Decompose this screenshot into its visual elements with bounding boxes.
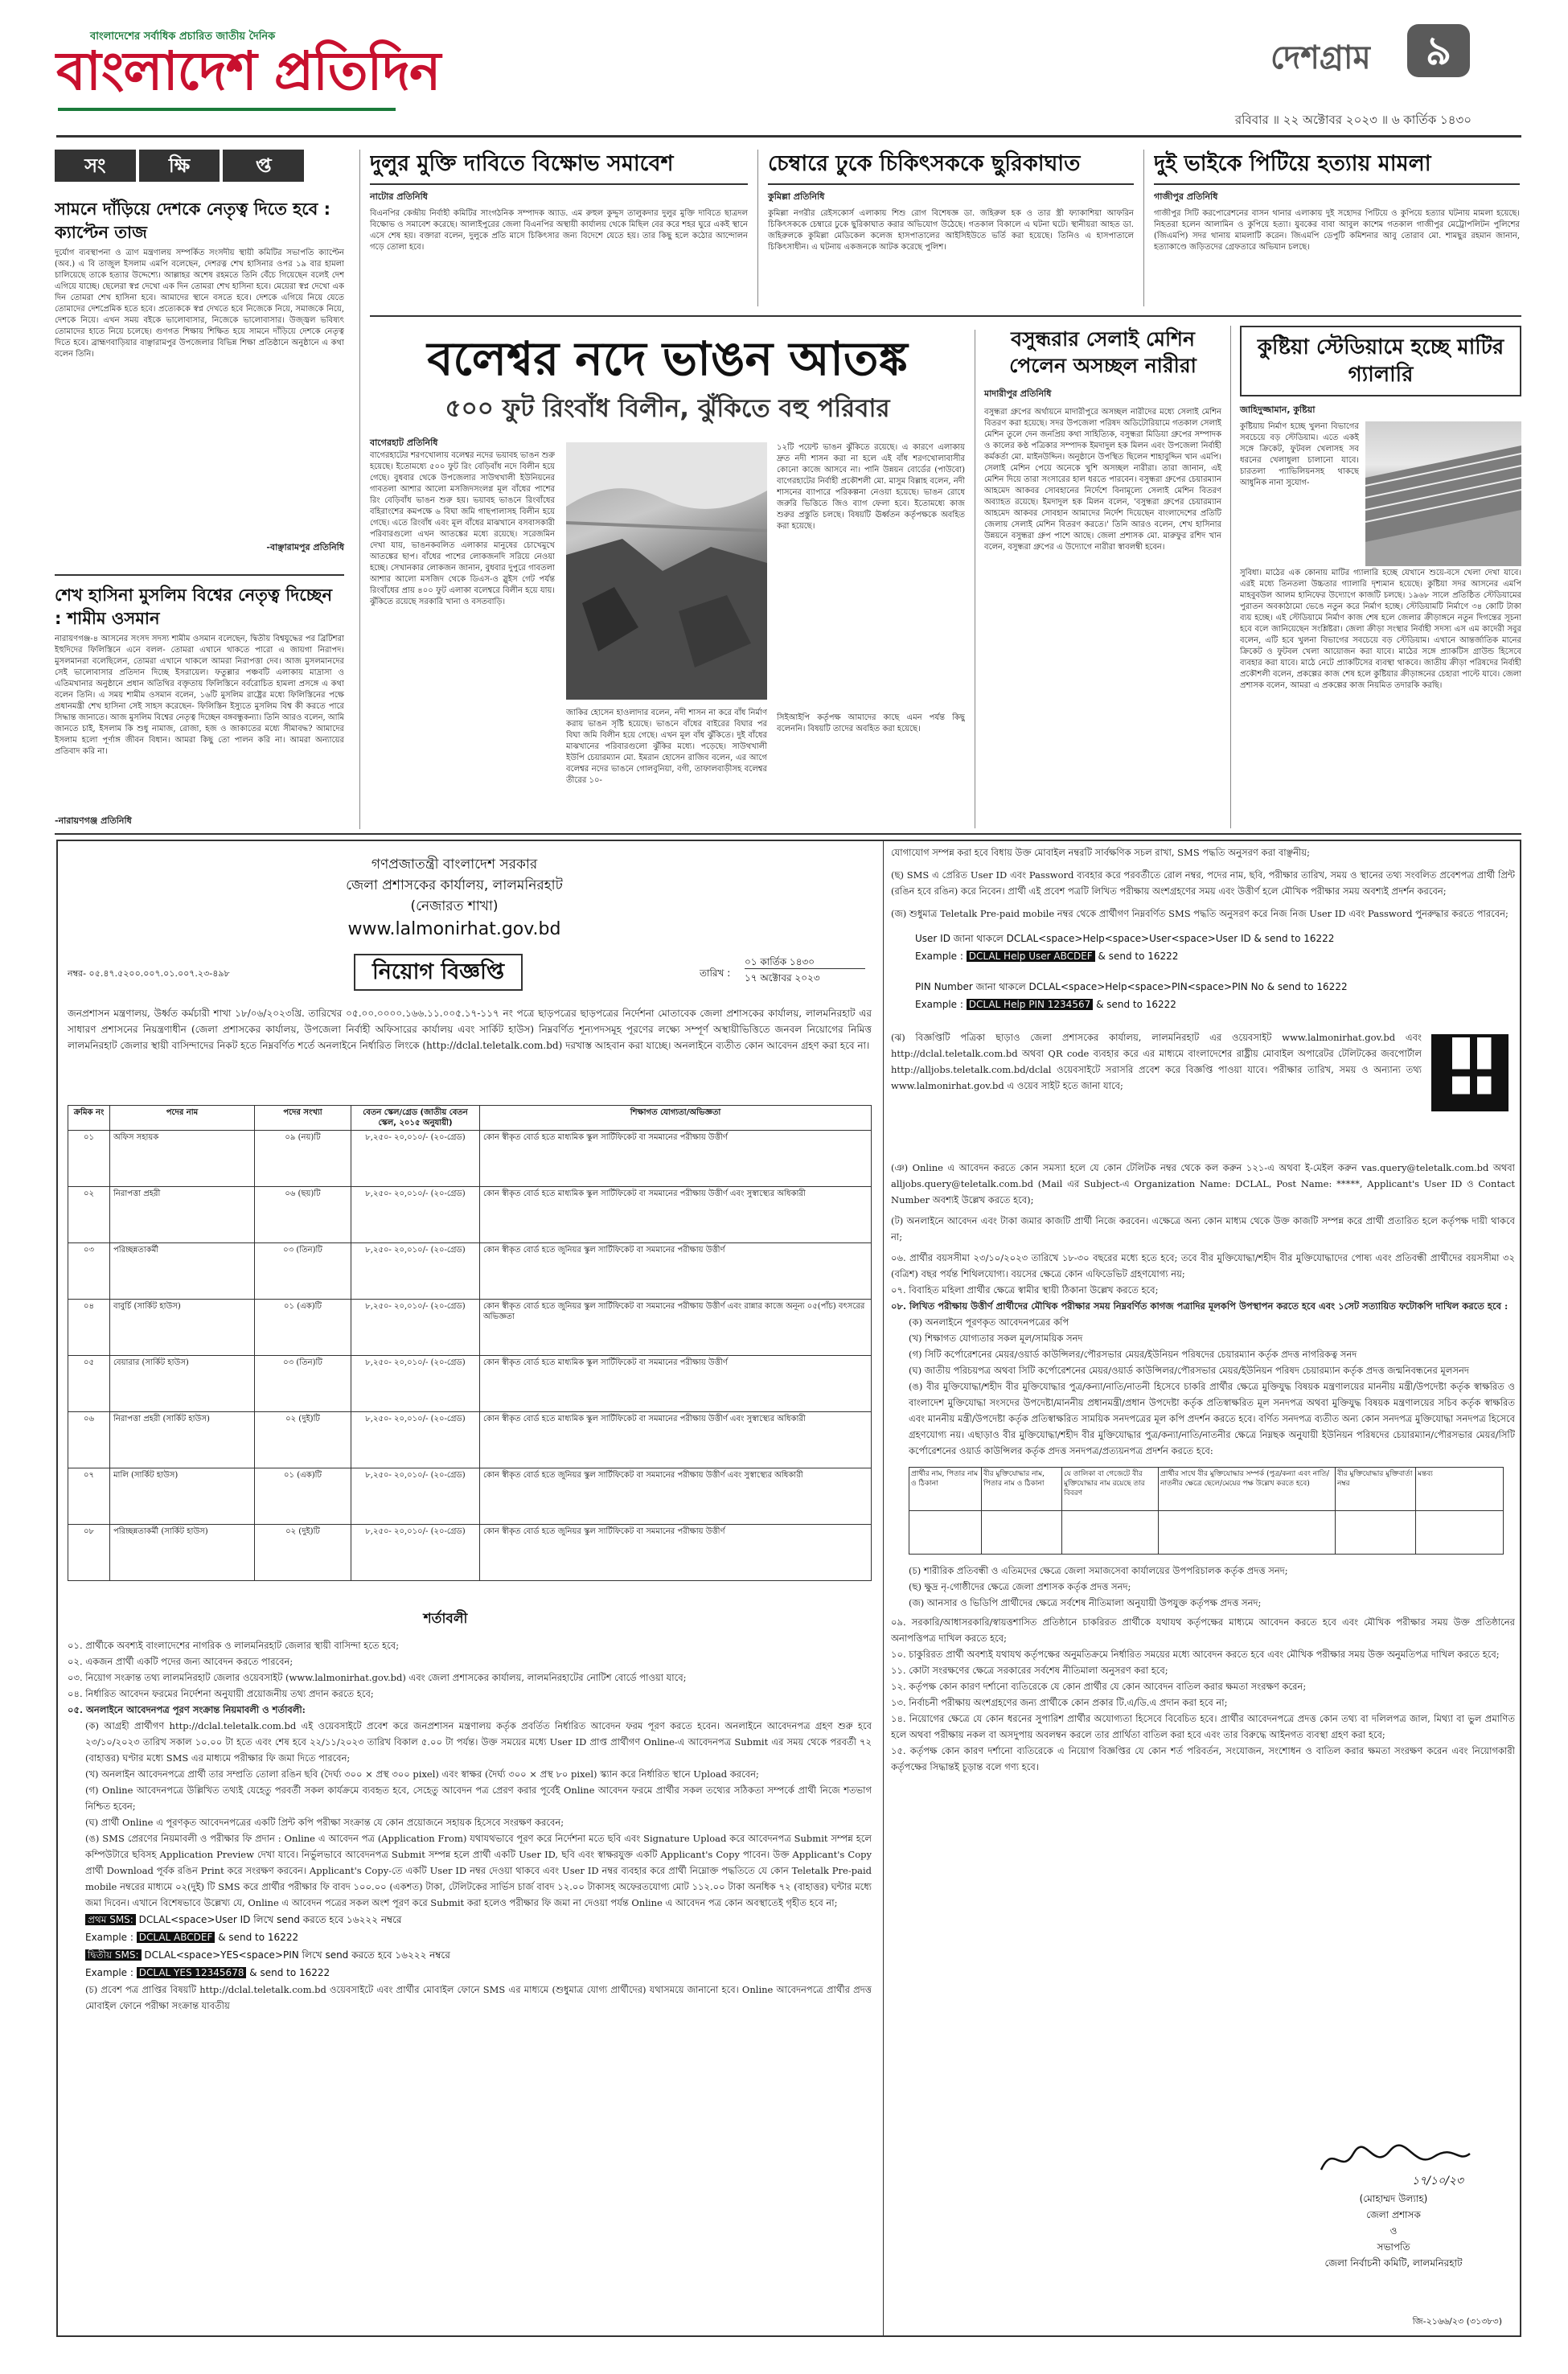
sms-2-example-code: DCLAL YES 12345678 xyxy=(137,1967,247,1978)
term-13: ১৩. নির্বাচনী পরীক্ষায় অংশগ্রহণের জন্য প্রার্থীকে কোন প্রকার টি.এ/ডি.এ প্রদান করা হবে না; xyxy=(891,1697,1228,1708)
vacancy-pay: ৮,২৫০- ২০,০১০/- (২০-গ্রেড) xyxy=(351,1356,480,1412)
vacancy-qualification: কোন স্বীকৃত বোর্ড হতে মাধ্যমিক স্কুল সার্টিফিকেট বা সমমানের পরীক্ষায় উত্তীর্ণ xyxy=(480,1356,872,1412)
masthead-divider xyxy=(56,135,1521,138)
sms-2-example-label: Example : xyxy=(85,1967,133,1978)
lead-byline: বাগেরহাট প্রতিনিধি xyxy=(370,437,438,448)
term-07: ০৭. বিবাহিত মহিলা প্রার্থীর ক্ষেত্রে স্বামীর স্থায়ী ঠিকানা উল্লেখ করতে হবে; xyxy=(891,1284,1159,1296)
story-dulu xyxy=(370,150,748,298)
vacancy-post: পরিচ্ছন্নতাকর্মী (সার্কিট হাউস) xyxy=(110,1525,255,1581)
ff-col-number: বীর মুক্তিযোদ্ধার মুক্তিবার্তা নম্বর xyxy=(1336,1468,1416,1511)
vacancy-pay: ৮,২৫০- ২০,০১০/- (২০-গ্রেড) xyxy=(351,1243,480,1300)
lead-col-1: বাগেরহাটের শরণখোলায় বলেশ্বর নদের ভয়াবহ ভাঙন শুরু হয়েছে। ইতোমধ্যে ৫০০ ফুট রিং বেড়িবাঁধ নদে বিলীন হয়ে গেছে। বুধবার থেকে উপজেলার সাউথখালী ইউনিয়নের গাবতলা আশার আলো মসজিদসংলগ্ন মূল বাঁধের পাশের রিং বেড়িবাঁধ ভাঙন শুরু হয়। ভয়াবহ ভাঙনে রিংবাঁধের বহিরাংশের কমপক্ষে ৬ বিঘা জমি গাছপালাসহ বিলীন হয়ে গেছে। এতে রিংবাঁধ এবং মূল বাঁধের মাঝখানে বসবাসকারী পরিবারগুলো এখন আতঙ্কের মধ্যে রয়েছে। সরেজমিন দেখা যায়, ভাঙনকবলিত এলাকার মানুষের চোখেমুখে আতঙ্কের ছাপ। বাঁধের পাশের লোকজনদি সরিয়ে নেওয়া হচ্ছে। সেখানকার লোকজন জানান, বুধবার দুপুরে গাবতলা আশার আলো মসজিদ থেকে ডিএস-ও স্লুইস গেট পর্যন্ত রিংবাঁধের প্রায় ৪০০ ফুট এলাকা বলেশ্বরে বিলীন হয়ে যায়। ঝুঁকিতে রয়েছে সরকারি খানা ও বসতবাড়ি। xyxy=(370,451,555,606)
issue-date: রবিবার ॥ ২২ অক্টোবর ২০২৩ ॥ ৬ কার্তিক ১৪৩০ xyxy=(1234,113,1472,127)
section-divider xyxy=(55,833,1521,835)
story-brothers-body: গাজীপুর সিটি করপোরেশনের বাসন থানার এলাকায় দুই সহোদর পিটিয়ে ও কুপিয়ে হত্যার ঘটনায় মামলা হয়েছে। নিহতরা হলেন আলামিন ও কুপিয়ে হত্যা। যুবকের বাবা আবুল কাশেম গতকাল গাজীপুর মেট্রোপলিটন পুলিশের (জিএমপি) সদর থানায় মামলাটি করেন। জিএমপি ডেপুটি কমিশনার আবু তোরাব মো. শামছুর রহমান জানান, হত্যাকাণ্ডে জড়িতদের গ্রেফতারে অভিযান চলছে। xyxy=(1154,209,1520,252)
vacancy-table xyxy=(68,1105,872,1581)
vacancy-qualification: কোন স্বীকৃত বোর্ড হতে মাধ্যমিক স্কুল সার্টিফিকেট বা সমমানের পরীক্ষায় উত্তীর্ণ এবং সুস্বাস্থ্যের অধিকারী xyxy=(480,1412,872,1468)
ff-col-remarks: মন্তব্য xyxy=(1416,1468,1504,1511)
vacancy-count: ০৩ (তিন)টি xyxy=(255,1356,351,1412)
notice-reference: জি-২১৬৬/২৩ (৩১৩৮৩) xyxy=(1412,2316,1502,2327)
vacancy-row xyxy=(68,1243,872,1300)
column-divider xyxy=(1230,326,1231,828)
brief-story-2 xyxy=(55,584,344,829)
term-05-jha: (ঝ) বিজ্ঞপ্তিটি পত্রিকা ছাড়াও জেলা প্রশাসকের কার্যালয়, লালমনিরহাট এর ওয়েবসাইট www.lalmonirhat.gov.bd এবং http://dclal.teletalk.com.bd অথবা QR code ব্যবহার করে এর মাধ্যমে বাংলাদেশের রাষ্ট্রীয় মোবাইল অপারেটর টেলিটকের জবপোর্টাল http://alljobs.teletalk.com.bd/dclal ওয়েবসাইটে সরাসরি প্রবেশ করে বিজ্ঞপ্তি পাওয়া যাবে। পরীক্ষার তারিখ, সময় ও অন্যান্য তথ্য www.lalmonirhat.gov.bd এ ওয়েব সাইট হতে জানা যাবে; xyxy=(891,1032,1422,1091)
vacancy-count: ০২ (দুই)টি xyxy=(255,1412,351,1468)
term-05-gha: (ঘ) প্রার্থী Online এ পূরণকৃত আবেদনপত্রের একটি প্রিন্ট কপি পরীক্ষা সংক্রান্ত যে কোন প্রয়োজনে সহায়ক হিসেবে সংরক্ষণ করবেন; xyxy=(85,1817,564,1828)
vacancy-post: পরিচ্ছন্নতাকর্মী xyxy=(110,1243,255,1300)
sms-1-example xyxy=(68,1928,872,1946)
brief-label-boxes xyxy=(55,150,304,182)
term-08-ka: (ক) অনলাইনে পূরণকৃত আবেদনপত্রের কপি xyxy=(909,1316,1069,1328)
vacancy-qualification: কোন স্বীকৃত বোর্ড হতে জুনিয়র স্কুল সার্টিফিকেট বা সমমানের পরীক্ষায় উত্তীর্ণ xyxy=(480,1525,872,1581)
sms-1-label: প্রথম SMS: xyxy=(85,1914,136,1925)
signature-date: ১৭/১০/২৩ xyxy=(1411,2175,1463,2187)
sewing-title: বসুন্ধরার সেলাই মেশিন পেলেন অসচ্ছল নারীরা xyxy=(1009,327,1197,377)
brief-label-box: ক্ষি xyxy=(139,150,220,182)
term-05: ০৫. অনলাইনে আবেদনপত্র পূরণ সংক্রান্ত নিয়মাবলী ও শর্তাবলী: xyxy=(68,1704,306,1715)
story-doctor xyxy=(768,150,1134,298)
recovery-user-id-example-label: Example : xyxy=(915,951,963,962)
col-count: পদের সংখ্যা xyxy=(255,1106,351,1131)
vacancy-post: নিরাপত্তা প্রহরী (সার্কিট হাউস) xyxy=(110,1412,255,1468)
vacancy-serial: ০৫ xyxy=(68,1356,110,1412)
recovery-user-id xyxy=(891,930,1515,965)
notice-memo-number: নম্বর- ০৫.৪৭.৫২০০.০০৭.০১.০০৭.২৩-৪৯৮ xyxy=(68,968,230,979)
lead-col-2: জাকির হোসেন হাওলাদার বলেন, নদী শাসন না করে বাঁধ নির্মাণ করায় ভাঙন সৃষ্টি হয়েছে। ভাঙনে বাঁধের বাইরের বিঘার পর বিঘা জমি বিলীন হয়ে গেছে। এখন মূল বাঁধ ঝুঁকিতে। দুই বাঁধের মাঝখানের পরিবারগুলো ঝুঁকির মধ্যে। পড়েছে। সাউথখালী ইউপি চেয়ারম্যান মো. ইমরান হোসেন রাজিব বলেন, এর আগে বলেশ্বর নদের ভাঙনে গোলবুনিয়া, বগী, তাফালবাড়ীসহ বলেশ্বর তীরের ১০- xyxy=(566,709,767,785)
vacancy-serial: ০৬ xyxy=(68,1412,110,1468)
recovery-user-id-send-to: & send to 16222 xyxy=(1098,951,1179,962)
kushtia-byline: জাহিদুজ্জামান, কুষ্টিয়া xyxy=(1240,405,1316,415)
sms-2-text: DCLAL<space>YES<space>PIN লিখে send করতে হবে ১৬২২২ নম্বরে xyxy=(144,1949,450,1961)
kushtia-story xyxy=(1240,326,1521,828)
notice-intro: জনপ্রশাসন মন্ত্রণালয়, উর্ধ্বত কর্মচারী শাখা ১৮/০৬/২০২৩খ্রি. তারিখের ০৫.০০.০০০০.১৬৬.১১.০০৫.১৭-১১৭ নং পত্রে ছাড়পত্রের ছাড়পত্রের নির্দেশনা মোতাবেক জেলা প্রশাসকের কার্যালয়, লালমনিরহাট এর সাধারণ প্রশাসনের নিয়ন্ত্রণাধীন (জেলা প্রশাসকের কার্যালয়, উপজেলা নির্বাহী অফিসারের কার্যালয় এবং সার্কিট হাউস) নিম্নবর্ণিত শূন্যপদসমূহ পূরণের লক্ষ্যে সম্পূর্ণ অস্থায়ীভিত্তিতে জনবল নিয়োগের নিমিত্ত লালমনিরহাট জেলার স্থায়ী বাসিন্দাদের নিকট হতে নিম্নবর্ণিত শর্তে অনলাইনে নির্ধারিত লিংকে (http://dclal.teletalk.com.bd) দরখাস্ত আহবান করা যাচ্ছে। অনলাইনে ব্যতীত কোন আবেদন গ্রহণ করা হবে না। xyxy=(68,1008,872,1051)
kushtia-title-box xyxy=(1240,326,1521,396)
masthead xyxy=(0,0,1568,141)
term-05-chha: (ছ) SMS এ প্রেরিত User ID এবং Password ব্যবহার করে পরবর্তীতে রোল নম্বর, পদের নাম, ছবি, পরীক্ষার তারিখ, সময় ও স্থানের তথ্য সংবলিত প্রবেশপত্র প্রার্থী প্রিন্ট (রঙিন হবে রঙিন) করে নিবেন। প্রার্থী এই প্রবেশ পত্রটি লিখিত পরীক্ষায় অংশগ্রহণের সময় এবং উত্তীর্ণ হলে মৌখিক পরীক্ষার সময় অবশ্যই প্রদর্শন করবেন; xyxy=(891,869,1515,897)
vacancy-serial: ০৪ xyxy=(68,1300,110,1356)
vacancy-post: অফিস সহায়ক xyxy=(110,1131,255,1187)
stadium-photo xyxy=(1365,421,1521,566)
term-10: ১০. চাকুরিরত প্রার্থী অবশ্যই যথাযথ কর্তৃপক্ষের অনুমতিক্রমে নির্ধারিত সময়ের মধ্যে আবেদন করতে হবে এবং মৌখিক পরীক্ষার সময় উক্ত অনুমতিপত্র দাখিল করতে হবে; xyxy=(891,1649,1500,1660)
term-08-chha: (ছ) ক্ষুদ্র নৃ-গোষ্ঠীদের ক্ষেত্রে জেলা প্রশাসক কর্তৃক প্রদত্ত সনদ; xyxy=(909,1581,1131,1592)
col-pay: বেতন স্কেল/গ্রেড (জাতীয় বেতন স্কেল, ২০১৫ অনুযায়ী) xyxy=(351,1106,480,1131)
freedom-fighter-table xyxy=(909,1467,1504,1555)
story-dulu-body: বিএনপির কেন্দ্রীয় নির্বাহী কমিটির সাংগঠনিক সম্পাদক অ্যাড. এম রুহুল কুদ্দুস তালুকদার দুলুর মুক্তি দাবিতে ছাত্রদল বিক্ষোভ ও সমাবেশ করেছে। আলাইপুরের জেলা বিএনপির অস্থায়ী কার্যালয় থেকে মিছিল বের করে শহর ঘুরে একই স্থানে এসে শেষ হয়। বক্তারা বলেন, দুলুকে প্রতি মাসে চিকিৎসার জন্য বিদেশে যেতে হয়। তার কিছু হলে কঠোর আন্দোলন গড়ে তোলা হবে। xyxy=(370,209,748,252)
recovery-user-id-example xyxy=(915,947,1515,965)
vacancy-row xyxy=(68,1300,872,1356)
vacancy-post: নিরাপত্তা প্রহরী xyxy=(110,1187,255,1243)
brief-1-credit: -বাঞ্ছারামপুর প্রতিনিধি xyxy=(266,542,344,552)
term-05-cha: (চ) প্রবেশ পত্র প্রাপ্তির বিষয়টি http://dclal.teletalk.com.bd ওয়েবসাইটে এবং প্রার্থীর মোবাইল ফোনে SMS এর মাধ্যমে (শুধুমাত্র যোগ্য প্রার্থীদের) যথাসময়ে জানানো হবে। Online আবেদনপত্রে প্রার্থীর প্রদত্ত মোবাইল ফোনে পরীক্ষা সংক্রান্ত যাবতীয় xyxy=(85,1984,872,2011)
term-09: ০৯. সরকারি/আধাসরকারি/স্বায়ত্তশাসিত প্রতিষ্ঠানে চাকরিরত প্রার্থীকে যথাযথ কর্তৃপক্ষের মাধ্যমে আবেদন করতে হবে এবং মৌখিক পরীক্ষার সময় উক্ত প্রতিষ্ঠানের অনাপত্তিপত্র দাখিল করতে হবে; xyxy=(891,1616,1515,1644)
vacancy-serial: ০৮ xyxy=(68,1525,110,1581)
vacancy-qualification: কোন স্বীকৃত বোর্ড হতে জুনিয়র স্কুল সার্টিফিকেট বা সমমানের পরীক্ষায় উত্তীর্ণ xyxy=(480,1243,872,1300)
vacancy-serial: ০৭ xyxy=(68,1468,110,1525)
sewing-byline: মাদারীপুর প্রতিনিধি xyxy=(984,388,1052,399)
sms-2-label: দ্বিতীয় SMS: xyxy=(85,1949,142,1961)
vacancy-pay: ৮,২৫০- ২০,০১০/- (২০-গ্রেড) xyxy=(351,1187,480,1243)
page-number-badge xyxy=(1407,24,1470,77)
vacancy-count: ০৬ (ছয়)টি xyxy=(255,1187,351,1243)
term-11: ১১. কোটা সংরক্ষণের ক্ষেত্রে সরকারের সর্বশেষ নীতিমালা অনুসরণ করা হবে; xyxy=(891,1665,1168,1676)
section-name: দেশগ্রাম xyxy=(1270,39,1371,76)
story-dulu-byline: নাটোর প্রতিনিধি xyxy=(370,191,428,202)
notice-title: নিয়োগ বিজ্ঞপ্তি xyxy=(371,959,505,984)
vacancy-post: বেয়ারার (সার্কিট হাউস) xyxy=(110,1356,255,1412)
vacancy-pay: ৮,২৫০- ২০,০১০/- (২০-গ্রেড) xyxy=(351,1300,480,1356)
notice-date-rule xyxy=(745,968,865,969)
column-divider xyxy=(757,150,758,306)
vacancy-count: ০১ (এক)টি xyxy=(255,1300,351,1356)
masthead-tagline: বাংলাদেশের সর্বাধিক প্রচারিত জাতীয় দৈনিক xyxy=(90,31,276,43)
notice-right xyxy=(891,844,1515,2332)
brief-divider xyxy=(55,574,344,576)
term-08-kha: (খ) শিক্ষাগত যোগ্যতার সকল মূল/সাময়িক সনদ xyxy=(909,1333,1083,1344)
sewing-story xyxy=(984,326,1221,828)
term-15: ১৫. কর্তৃপক্ষ কোন কারণ দর্শানো ব্যতিরেকে এ নিয়োগ বিজ্ঞপ্তির যে কোন শর্ত পরিবর্তন, সংযোজন, সংশোধন ও বাতিল করার ক্ষমতা সংরক্ষণ করেন এবং নিয়োগকারী কর্তৃপক্ষের সিদ্ধান্তই চূড়ান্ত বলে গণ্য হবে। xyxy=(891,1745,1515,1772)
brief-1-title: সামনে দাঁড়িয়ে দেশকে নেতৃত্ব দিতে হবে : ক্যাপ্টেন তাজ xyxy=(55,199,331,242)
lead-caption: সিইআইপি কর্তৃপক্ষ আমাদের কাছে এমন পর্যন্ত কিছু বলেননি। বিষয়টি তাদের অবহিত করা হয়েছে। xyxy=(777,713,965,733)
notice-date-bangla: ০১ কার্তিক ১৪৩০ xyxy=(745,956,815,967)
recovery-pin-code: DCLAL Help PIN 1234567 xyxy=(967,999,1093,1010)
term-03: ০৩. নিয়োগ সংক্রান্ত তথ্য লালমনিরহাট জেলার ওয়েবসাইট (www.lalmonirhat.gov.bd) এবং জেলা প্রশাসকের কার্যালয়, লালমনিরহাটের নোটিশ বোর্ডে পাওয়া যাবে; xyxy=(68,1672,687,1683)
vacancy-row xyxy=(68,1525,872,1581)
vacancy-qualification: কোন স্বীকৃত বোর্ড হতে মাধ্যমিক স্কুল সার্টিফিকেট বা সমমানের পরীক্ষায় উত্তীর্ণ এবং সুস্বাস্থ্যের অধিকারী xyxy=(480,1187,872,1243)
term-05-ka: (ক) আগ্রহী প্রার্থীগণ http://dclal.teletalk.com.bd এই ওয়েবসাইটে প্রবেশ করে জনপ্রশাসন মন্ত্রণালয় কর্তৃক প্রবর্তিত নির্ধারিত আবেদন ফরম পূরণ করতে হবেন। অনলাইনে আবেদনপত্র গ্রহণ শুরু হবে ২৩/১০/২০২৩ তারিখ সকাল ১০.০০ টা হতে এবং শেষ হবে ২২/১১/২০২৩ তারিখ বিকাল ৫.০০ টা পর্যন্ত। উক্ত সময়ের মধ্যে User ID প্রাপ্ত প্রার্থীগণ Online-এ আবেদনপত্র Submit এর সময় থেকে পরবর্তী ৭২ (বাহাত্তর) ঘণ্টার মধ্যে SMS এর মাধ্যমে পরীক্ষার ফি জমা দিতে পারবেন; xyxy=(85,1720,872,1764)
vacancy-pay: ৮,২৫০- ২০,০১০/- (২০-গ্রেড) xyxy=(351,1525,480,1581)
freedom-fighter-table-row xyxy=(909,1511,1504,1555)
term-14: ১৪. নিয়োগের ক্ষেত্রে যে কোন ধরনের সুপারিশ প্রার্থীর অযোগ্যতা হিসেবে বিবেচিত হবে। প্রার্থীর আবেদনপত্রে প্রদত্ত কোন তথ্য বা দলিলপত্র জাল, মিথ্যা বা ভুল প্রমাণিত হলে অথবা পরীক্ষায় নকল বা অসদুপায় অবলম্বন করলে তার প্রার্থিতা বাতিল করা হবে এবং তার বিরুদ্ধে আইনগত ব্যবস্থা গ্রহণ করা হবে; xyxy=(891,1713,1515,1740)
ff-col-candidate: প্রার্থীর নাম, পিতার নাম ও ঠিকানা xyxy=(909,1468,982,1511)
sms-2-send-to: & send to 16222 xyxy=(249,1967,330,1978)
sms-2-example xyxy=(68,1964,872,1982)
signatory-and: ও xyxy=(1389,2225,1398,2236)
brief-label-box: সং xyxy=(55,150,136,182)
notice-website: www.lalmonirhat.gov.bd xyxy=(347,919,561,939)
terms-section xyxy=(68,1608,872,2014)
brief-label-box: প্ত xyxy=(223,150,304,182)
notice-office: জেলা প্রশাসকের কার্যালয়, লালমনিরহাট xyxy=(346,877,563,893)
story-doctor-body: কুমিল্লা নগরীর রেইসকোর্স এলাকায় শিশু রোগ বিশেষজ্ঞ ডা. জহিরুল হক ও তার স্ত্রী ফ্যাকাশিয়া আফরিন চিকিৎসককে চেম্বারে ঢুকে ছুরিকাঘাত করার অভিযোগ উঠেছে। গতকাল বিকালে এ ঘটনা ঘটে। স্থানীয়রা আহত ডা. জহিরুলকে কুমিল্লা মেডিকেল কলেজ হাসপাতালের আইসিইউতে ভর্তি করা হয়েছে। তিনিও এ হাসপাতালে চিকিৎসাধীন। এ ঘটনায় একজনকে আটক করেছে পুলিশ। xyxy=(768,209,1134,252)
signatory-committee: জেলা নির্বাচনী কমিটি, লালমনিরহাট xyxy=(1324,2257,1463,2269)
vacancy-row xyxy=(68,1187,872,1243)
lead-title: বলেশ্বর নদে ভাঙন আতঙ্ক xyxy=(427,331,908,386)
newspaper-logo: বাংলাদেশ প্রতিদিন xyxy=(56,40,441,102)
vacancy-pay: ৮,২৫০- ২০,০১০/- (২০-গ্রেড) xyxy=(351,1412,480,1468)
vacancy-row xyxy=(68,1131,872,1187)
term-05-umo: (ঙ) SMS প্রেরণের নিয়মাবলী ও পরীক্ষার ফি প্রদান : Online এ আবেদন পত্র (Application From) যথাযথভাবে পূরণ করে নির্দেশনা মতে ছবি এবং Signature Upload করে আবেদনপত্র Submit সম্পন্ন হলে কম্পিউটারে ছবিসহ Application Preview দেখা যাবে। নির্ভুলভাবে আবেদনপত্র Submit সম্পন্ন হলে প্রার্থী একটি User ID, ছবি এবং স্বাক্ষরযুক্ত একটি Applicant's Copy পাবেন। উক্ত Applicant's Copy প্রার্থী Download পূর্বক রঙিন Print করে সংরক্ষণ করবেন। Applicant's Copy-তে একটি User ID নম্বর দেওয়া থাকবে এবং User ID নম্বর ব্যবহার করে প্রার্থী নিম্নোক্ত পদ্ধতিতে যে কোন Teletalk Pre-paid mobile নম্বরের মাধ্যমে ০২(দুই) টি SMS করে প্রার্থীর পরীক্ষার ফি বাবদ ১০০.০০ (একশত) টাকা, টেলিটকের সার্ভিস চার্জ বাবদ ১২.০০ টাকাসহ অফেরতযোগ্য মোট ১১২.০০ টাকা অনধিক ৭২ (বাহাত্তর) ঘন্টার মধ্যে জমা দিবেন। এখানে বিশেষভাবে উল্লেখ্য যে, Online এ আবেদন পত্রের সকল অংশ পূরণ করে Submit করা হলেও পরীক্ষার ফি জমা না দেওয়া পর্যন্ত Online এ আবেদন পত্র কোন অবস্থাতেই গৃহীত হবে না; xyxy=(85,1833,872,1908)
brief-column xyxy=(55,150,344,829)
vacancy-post: বাবুর্চি (সার্কিট হাউস) xyxy=(110,1300,255,1356)
notice-left xyxy=(64,846,876,2334)
signatory-name: (মোহাম্মদ উল্যাহ) xyxy=(1359,2193,1428,2204)
term-12: ১২. কর্তৃপক্ষ কোন কারণ দর্শানো ব্যতিরেকে যে কোন প্রার্থীর যে কোন আবেদন বাতিল করার ক্ষমতা সংরক্ষণ করেন; xyxy=(891,1681,1307,1692)
vacancy-serial: ০১ xyxy=(68,1131,110,1187)
col-qualification: শিক্ষাগত যোগ্যতা/অভিজ্ঞতা xyxy=(480,1106,872,1131)
term-08-umo: (ঙ) বীর মুক্তিযোদ্ধা/শহীদ বীর মুক্তিযোদ্ধার পুত্র/কন্যা/নাতি/নাতনী হিসেবে চাকরি প্রার্থীর ক্ষেত্রে মুক্তিযুদ্ধ বিষয়ক মন্ত্রণালয়ের মাননীয় মন্ত্রী/উপদেষ্টা কর্তৃক স্বাক্ষরিত ও বাংলাদেশ মুক্তিযোদ্ধা সংসদের উপদেষ্টা/মাননীয় প্রধানমন্ত্রী/প্রধান উপদেষ্টা কর্তৃক প্রতিস্বাক্ষরিত মূল সনদপত্র অথবা মুক্তিযুদ্ধ বিষয়ক মন্ত্রণালয়ের সচিব কর্তৃক স্বাক্ষরিত এবং মাননীয় মন্ত্রী/উপদেষ্টা কর্তৃক প্রতিস্বাক্ষরিত সাময়িক সনদপত্রের মূল কপি প্রদর্শন করতে হবে। বর্ণিত সনদপত্র ব্যতীত অন্য কোন সনদপত্র মুক্তিযোদ্ধা সনদপত্র হিসেবে গ্রহণযোগ্য নয়। এছাড়াও বীর মুক্তিযোদ্ধা/শহীদ বীর মুক্তিযোদ্ধার পুত্র/কন্যা/নাতি/নাতনীর ক্ষেত্রে নিম্নছক অনুযায়ী ইউনিয়ন পরিষদের চেয়ারম্যান/পৌরসভার মেয়র/সিটি কর্পোরেশনের ওয়ার্ড কাউন্সিলর কর্তৃক প্রদত্ত সনদপত্র/প্রত্যয়নপত্র প্রদর্শন করতে হবে: xyxy=(909,1381,1515,1456)
col-post: পদের নাম xyxy=(110,1106,255,1131)
vacancy-row xyxy=(68,1468,872,1525)
recovery-pin-text: PIN Number জানা থাকলে DCLAL<space>Help<space>PIN<space>PIN No & send to 16222 xyxy=(915,981,1348,992)
sms-1-text: DCLAL<space>User ID লিখে send করতে হবে ১৬২২২ নম্বরে xyxy=(138,1914,402,1925)
freedom-fighter-table-header xyxy=(909,1468,1504,1511)
vacancy-count: ০২ (দুই)টি xyxy=(255,1525,351,1581)
vacancy-qualification: কোন স্বীকৃত বোর্ড হতে জুনিয়র স্কুল সার্টিফিকেট বা সমমানের পরীক্ষায় উত্তীর্ণ এবং রান্নার কাজে অনূন্য ০৫(পাঁচ) বৎসরের অভিজ্ঞতা xyxy=(480,1300,872,1356)
notice-date-label: তারিখ : xyxy=(700,967,731,979)
notice-column-divider xyxy=(883,841,884,2335)
kushtia-body: সুবিধা। মাঠের এক কোনায় মাটির গ্যালারি হচ্ছে যেখানে শুয়ে-বসে খেলা দেখা যাবে। এরই মধ্যে তিনতলা উচ্চতার গ্যালারি দৃশ্যমান হয়েছে। কুষ্টিয়া সদর আসনের এমপি মাহবুবউল আলম হানিফের উদ্যোগে কাজটি চলছে। ১৯৬৮ সালে প্রতিষ্ঠিত স্টেডিয়ামের পুরাতন অবকাঠামো ভেঙে নতুন করে নির্মাণ হচ্ছে। স্টেডিয়ামটি নির্মাণে ৩৪ কোটি টাকা ব্যয় হচ্ছে। এই স্টেডিয়ামে নির্মাণ কাজ শেষ হলে জেলার ক্রীড়াঙ্গনে নতুন দিগন্তের সূচনা হবে বলে জানিয়েছেন সংশ্লিষ্টরা। জেলা ক্রীড়া সংস্থার নির্বাহী সদস্য এস এম কাদেরী সবুর বলেন, এটি হবে খুলনা বিভাগের সবচেয়ে বড় স্টেডিয়াম। এখানে আন্তর্জাতিক মানের ক্রিকেট ও ফুটবল খেলা আয়োজন করা যাবে। মাঠের সঙ্গে প্র্যাকটিস গ্রাউন্ড হিসেবে ব্যবহার করা যাবে। মাঠে নেটে প্র্যাকটিসের ব্যবস্থা থাকবে। জাতীয় ক্রীড়া পরিষদের নির্বাহী প্রকৌশলী বলেন, প্রকল্পের কাজ শেষ হলে কুষ্টিয়ার ক্রীড়াঙ্গনের চেহারা পাল্টে যাবে। জেলা প্রশাসক বলেন, আমরা এ প্রকল্পের কাজ নিয়মিত তদারকি করছি। xyxy=(1240,569,1521,690)
sms-1-example-code: DCLAL ABCDEF xyxy=(137,1932,215,1943)
lead-col-3: ১২টি পয়েন্ট ভাঙন ঝুঁকিতে রয়েছে। এ কারণে এলাকায় দ্রুত নদী শাসন করা না হলে এই বাঁধ শরণখোলাবাসীর কোনো কাজে আসবে না। পানি উন্নয়ন বোর্ডের (পাউবো) বাগেরহাটের নির্বাহী প্রকৌশলী মো. মাসুম বিল্লাহ বলেন, নদী শাসনের ব্যাপারে পরিকল্পনা নেওয়া হয়েছে। ভাঙন রোধে জরুরি ভিত্তিতে জিও ব্যাগ ফেলা হবে। ইতোমধ্যে কাজ শুরুর প্রস্তুতি চলছে। বিষয়টি ঊর্ধ্বতন কর্তৃপক্ষকে অবহিত করা হয়েছে। xyxy=(777,443,965,531)
vacancy-pay: ৮,২৫০- ২০,০১০/- (২০-গ্রেড) xyxy=(351,1468,480,1525)
recovery-pin-example-label: Example : xyxy=(915,999,963,1010)
kushtia-title: কুষ্টিয়া স্টেডিয়ামে হচ্ছে মাটির গ্যালারি xyxy=(1257,335,1504,387)
recovery-pin-example xyxy=(915,996,1515,1013)
ff-col-relation: প্রার্থীর সাথে বীর মুক্তিযোদ্ধার সম্পর্ক (পুত্র/কন্যা এবং নাতি/নাতনীর ক্ষেত্রে ছেলে/মেয়ের পক্ষ উল্লেখ করতে হবে) xyxy=(1159,1468,1336,1511)
logo-underline xyxy=(58,108,396,111)
term-01: ০১. প্রার্থীকে অবশ্যই বাংলাদেশের নাগরিক ও লালমনিরহাট জেলার স্থায়ী বাসিন্দা হতে হবে; xyxy=(68,1640,400,1651)
vacancy-qualification: কোন স্বীকৃত বোর্ড হতে জুনিয়র স্কুল সার্টিফিকেট বা সমমানের পরীক্ষায় উত্তীর্ণ এবং সুস্বাস্থ্যের অধিকারী xyxy=(480,1468,872,1525)
notice-title-box xyxy=(354,954,523,991)
story-brothers-byline: গাজীপুর প্রতিনিধি xyxy=(1154,191,1218,202)
qr-code-icon xyxy=(1431,1034,1508,1111)
vacancy-count: ০৩ (তিন)টি xyxy=(255,1243,351,1300)
story-brothers-title: দুই ভাইকে পিটিয়ে হত্যায় মামলা xyxy=(1154,151,1431,176)
kushtia-body-left: কুষ্টিয়ায় নির্মাণ হচ্ছে খুলনা বিভাগের সবচেয়ে বড় স্টেডিয়াম। এতে একই সঙ্গে ক্রিকেট, ফুটবল খেলাসহ সব ধরনের খেলাধুলা চালানো যাবে। চারতলা প্যাভিলিয়নসহ থাকছে আধুনিক নানা সুযোগ- xyxy=(1240,422,1359,487)
term-08-cha: (চ) শারীরিক প্রতিবন্ধী ও এতিমদের ক্ষেত্রে জেলা সমাজসেবা কার্যালয়ের উপপরিচালক কর্তৃক প্রদত্ত সনদ; xyxy=(909,1565,1288,1576)
story-doctor-byline: কুমিল্লা প্রতিনিধি xyxy=(768,191,825,202)
vacancy-table-header xyxy=(68,1106,872,1131)
vacancy-serial: ০২ xyxy=(68,1187,110,1243)
recovery-user-id-code: DCLAL Help User ABCDEF xyxy=(967,951,1095,962)
term-05-ga: (গ) Online আবেদনপত্রে উল্লিখিত তথ্যই যেহেতু পরবর্তী সকল কার্যক্রমে ব্যবহৃত হবে, সেহেতু আবেদন পত্র প্রেরণ করার পূর্বেই Online আবেদন ফরমে প্রার্থীর সকল তথ্যের সঠিকতা সম্পর্কে প্রার্থী নিজে শতভাগ নিশ্চিত হবেন; xyxy=(85,1785,872,1812)
vacancy-pay: ৮,২৫০- ২০,০১০/- (২০-গ্রেড) xyxy=(351,1131,480,1187)
terms-title: শর্তাবলী xyxy=(423,1611,468,1627)
term-08-gha: (ঘ) জাতীয় পরিচয়পত্র অথবা সিটি কর্পোরেশনের মেয়র/ওয়ার্ড কাউন্সিলর/পৌরসভার মেয়র/ইউনিয়ন পরিষদ চেয়ারম্যান কর্তৃক প্রদত্ত জন্মনিবন্ধনের মূলসনদ xyxy=(909,1365,1469,1376)
term-04: ০৪. নির্ধারিত আবেদন ফরমের নির্দেশনা অনুযায়ী প্রয়োজনীয় তথ্য প্রদান করতে হবে; xyxy=(68,1688,374,1699)
term-06: ০৬. প্রার্থীর বয়সসীমা ২৩/১০/২০২৩ তারিখে ১৮-৩০ বছরের মধ্যে হতে হবে; তবে বীর মুক্তিযোদ্ধা/শহীদ বীর মুক্তিযোদ্ধাদের পোষ্য এবং প্রতিবন্ধী প্রার্থীদের বয়সসীমা ৩২ (বত্রিশ) বছর পর্যন্ত শিথিলযোগ্য। বয়সের ক্ষেত্রে কোন এফিডেভিট গ্রহণযোগ্য নয়; xyxy=(891,1252,1515,1279)
term-08: ০৮. লিখিত পরীক্ষায় উত্তীর্ণ প্রার্থীদের মৌখিক পরীক্ষার সময় নিম্নবর্ণিত কাগজ পত্রাদির মূলকপি উপস্থাপন করতে হবে এবং ১সেট সত্যায়িত ফটোকপি দাখিল করতে হবে : xyxy=(891,1300,1508,1312)
term-05-ja: (জ) শুধুমাত্র Teletalk Pre-paid mobile নম্বর থেকে প্রার্থীগণ নিম্নবর্ণিত SMS পদ্ধতি অনুসরণ করে নিজ নিজ User ID এবং Password পুনরুদ্ধার করতে পারবেন; xyxy=(891,908,1508,919)
lead-subtitle: ৫০০ ফুট রিংবাঁধ বিলীন, ঝুঁকিতে বহু পরিবার xyxy=(445,394,890,423)
notice-branch: (নেজারত শাখা) xyxy=(410,898,499,914)
vacancy-row xyxy=(68,1356,872,1412)
story-doctor-title: চেম্বারে ঢুকে চিকিৎসককে ছুরিকাঘাত xyxy=(768,151,1081,176)
brief-story-1 xyxy=(55,198,344,556)
stadium-photo-graphic xyxy=(1365,421,1521,566)
brief-2-title: শেখ হাসিনা মুসলিম বিশ্বের নেতৃত্ব দিচ্ছেন : শামীম ওসমান xyxy=(55,585,333,628)
sewing-body: বসুন্ধরা গ্রুপের অর্থায়নে মাদারীপুরে অসচ্ছল নারীদের মধ্যে সেলাই মেশিন বিতরণ করা হয়েছে। সদর উপজেলা পরিষদ অডিটোরিয়ামে গতকাল সেলাই মেশিন তুলে দেন জনপ্রিয় কথা সাহিত্যিক, বসুন্ধরা মিডিয়া গ্রুপের সম্পাদক ও কালের কণ্ঠ পত্রিকার সম্পাদক ইমদাদুল হক মিলন এবং উপজেলা নির্বাহী কর্মকর্তা মো. মাইনউদ্দিন। অনুষ্ঠানে উপস্থিত ছিলেন শাহাবুদ্দিন খান এমপি। সেলাই মেশিন পেয়ে অনেকে খুশি অসচ্ছল নারীরা। তারা জানান, এই মেশিন দিয়ে তারা সংসারের হাল ধরতে পারবেন। বসুন্ধরা গ্রুপের চেয়ারম্যান আহমেদ আকবর সোবহানের নির্দেশে বিনামূল্যে সেলাই মেশিন বিতরণ অব্যাহত রয়েছে। ইমদাদুল হক মিলন বলেন, 'বসুন্ধরা গ্রুপের চেয়ারম্যান আহমেদ আকবর সোবহান আমাদের নির্দেশ দিয়েছেন বাংলাদেশের প্রতিটি জেলায় সেলাই মেশিন বিতরণ করতে।' তিনি আরও বলেন, শেখ হাসিনার উন্নয়নে বসুন্ধরা গ্রুপ পাশে আছে। জেলা প্রশাসক মো. মারুফুর রশিদ খান বলেন, বসুন্ধরা গ্রুপের এ উদ্যোগে নারীরা স্বাবলম্বী হবেন। xyxy=(984,408,1221,552)
sms-1-send-to: & send to 16222 xyxy=(218,1932,299,1943)
sms-2 xyxy=(68,1946,872,1964)
column-divider xyxy=(1143,150,1144,306)
lead-story xyxy=(370,330,965,828)
sms-1 xyxy=(68,1911,872,1928)
vacancy-count: ০৯ (নয়)টি xyxy=(255,1131,351,1187)
notice-date-english: ১৭ অক্টোবর ২০২৩ xyxy=(745,972,820,984)
term-02: ০২. একজন প্রার্থী একটি পদের জন্য আবেদন করতে পারবেন; xyxy=(68,1656,293,1667)
brief-2-credit: -নারায়ণগঞ্জ প্রতিনিধি xyxy=(55,815,132,826)
signatory-role: সভাপতি xyxy=(1377,2241,1410,2253)
vacancy-serial: ০৩ xyxy=(68,1243,110,1300)
page-number: ৯ xyxy=(1425,27,1452,74)
term-08-ga: (গ) সিটি কর্পোরেশনের মেয়র/ওয়ার্ড কাউন্সিলর/পৌরসভার মেয়র/ইউনিয়ন পরিষদের চেয়ারম্যান কর্তৃক প্রদত্ত নাগরিকত্ব সনদ xyxy=(909,1349,1357,1360)
ff-col-list: যে তালিকা বা গেজেটে বীর মুক্তিযোদ্ধার নাম রয়েছে তার বিবরণ xyxy=(1062,1468,1159,1511)
brief-2-body: নারায়ণগঞ্জ-৪ আসনের সংসদ সদস্য শামীম ওসমান বলেছেন, দ্বিতীয় বিশ্বযুদ্ধের পর ব্রিটিশরা ইহুদিদের ফিলিস্তিনে এনে বলল- তোমরা এখানে থাকতে পারো এ জায়গা নিরাপদ। মুসলমানরা বলেছিলেন, তোমরা এখানে থাকলে আমরা নিরাপত্তা দেব। আজ মুসলমানদের সেই ভালোবাসার প্রতিদান দিচ্ছে ইসরায়েল। ফতুল্লার পঞ্চবটি এলাকায় মাদ্রাসা ও এতিমখানার অনুষ্ঠানে প্রধান অতিথির বক্তৃতায় ফিলিস্তিনে বর্বরোচিত হামলা প্রসঙ্গে এ কথা বলেন তিনি। এ সময় শামীম ওসমান বলেন, ১৬টি মুসলিম রাষ্ট্রের মধ্যে ফিলিস্তিনের পক্ষে প্রধানমন্ত্রী শেখ হাসিনা সেই সাহস করেছেন- ফিলিস্তিন ইস্যুতে মুসলিম বিশ্ব কী করতে পারে সিদ্ধান্ত জানাতে। আজ মুসলিম বিশ্বের নেতৃত্ব দিচ্ছেন বঙ্গবন্ধুকন্যা। তিনি আরও বলেন, আমি জানতে চাই, ইসলাম কি শুধু নামাজ, রোজা, হজ ও জাকাতের মধ্যে সীমাবদ্ধ? আমাদের ইসলাম হলো পূর্ণাঙ্গ জীবন বিধান। আমরা কিছু তো পালন করি না। আমরা অন্যায়ের প্রতিবাদ করি না। xyxy=(55,635,344,756)
col-serial: ক্রমিক নং xyxy=(68,1106,110,1131)
term-08-ja: (জ) আনসার ও ভিডিপি প্রার্থীদের ক্ষেত্রে সর্বশেষ নীতিমালা অনুযায়ী উপযুক্ত কর্তৃপক্ষ প্রদত্ত সনদ; xyxy=(909,1597,1262,1608)
vacancy-post: মালি (সার্কিট হাউস) xyxy=(110,1468,255,1525)
vacancy-row xyxy=(68,1412,872,1468)
story-dulu-title: দুলুর মুক্তি দাবিতে বিক্ষোভ সমাবেশ xyxy=(370,151,674,176)
brief-1-body: দুর্যোগ ব্যবস্থাপনা ও ত্রাণ মন্ত্রণালয় সম্পর্কিত সংসদীয় স্থায়ী কমিটির সভাপতি ক্যাপ্টেন (অব.) এ বি তাজুল ইসলাম এমপি বলেছেন, দেশরত্ন শেখ হাসিনার ওপর ১৯ বার হামলা চালিয়েছে তাকে হত্যার উদ্দেশ্যে। আল্লাহর অশেষ রহমতে তিনি বেঁচে গিয়েছেন বলেই দেশ এগিয়ে যাচ্ছে। ছেলেরা স্বপ্ন দেখো এক দিন তোমরা শেখ হাসিনা হবে। মেয়েরা স্বপ্ন দেখো এক দিন তোমরা শেখ হাসিনা হবে। আমাদের স্থানে বসতে হবে। দেশকে এগিয়ে নিয়ে যেতে তোমাদের দেশপ্রেমিক হতে হবে। প্রত্যেককে স্বপ্ন দেখতে হবে নিজেকে নিয়ে, সমাজকে নিয়ে, দেশকে নিয়ে। এখন সময় বইকে ভালোবাসার, নিজেকে ভালোবাসার। উজ্জ্বল ভবিষ্যৎ তোমাদের হাতে নিয়ে চলেছে। গুণগত শিক্ষায় শিক্ষিত হয়ে সামনে দাঁড়িয়ে দেশকে নেতৃত্ব দিতে হবে। ব্রাহ্মণবাড়িয়ার বাঞ্ছারামপুর উপজেলার বিভিন্ন শিক্ষা প্রতিষ্ঠানে অনুষ্ঠানে এ কথা বলেন তিনি। xyxy=(55,248,344,359)
column-divider xyxy=(359,150,360,829)
notice-gov: গণপ্রজাতন্ত্রী বাংলাদেশ সরকার xyxy=(371,856,538,873)
term-05-nya: (ঞ) Online এ আবেদন করতে কোন সমস্যা হলে যে কোন টেলিটক নম্বর থেকে কল করুন ১২১-এ অথবা ই-মেইল করুন vas.query@teletalk.com.bd অথবা alljobs.query@teletalk.com.bd (Mail এর Subject-এ Organization Name: DCLAL, Post Name: *****, Applicant's User ID ও Contact Number অবশ্যই উল্লেখ করতে হবে); xyxy=(891,1162,1515,1205)
recovery-pin-send-to: & send to 16222 xyxy=(1096,999,1176,1010)
term-cont: যোগাযোগ সম্পন্ন করা হবে বিধায় উক্ত মোবাইল নম্বরটি সার্বক্ষণিক সচল রাখা, SMS পদ্ধতি অনুসরণ করা বাঞ্ছনীয়; xyxy=(891,847,1310,858)
ff-col-fighter: বীর মুক্তিযোদ্ধার নাম, পিতার নাম ও ঠিকানা xyxy=(982,1468,1062,1511)
row-divider xyxy=(370,315,1521,317)
term-05-kha: (খ) অনলাইন আবেদনপত্রে প্রার্থী তার সম্প্রতি তোলা রঙিন ছবি (দৈর্ঘ্য ৩০০ × প্রস্থ ৩০০ pixel) এবং স্বাক্ষর (দৈর্ঘ্য ৩০০ × প্রস্থ ৮০ pixel) স্ক্যান করে নির্ধারিত স্থানে Upload করবেন; xyxy=(85,1768,759,1780)
vacancy-qualification: কোন স্বীকৃত বোর্ড হতে মাধ্যমিক স্কুল সার্টিফিকেট বা সমমানের পরীক্ষায় উত্তীর্ণ xyxy=(480,1131,872,1187)
recovery-user-id-text: User ID জানা থাকলে DCLAL<space>Help<space>User<space>User ID & send to 16222 xyxy=(915,933,1335,944)
story-brothers xyxy=(1154,150,1520,298)
term-05-ta: (ট) অনলাইনে আবেদন এবং টাকা জমার কাজটি প্রার্থী নিজে করবেন। এক্ষেত্রে অন্য কোন মাধ্যম থেকে উক্ত কাজটি সম্পন্ন করে প্রার্থী প্রতারিত হলে কর্তৃপক্ষ দায়ী থাকবে না; xyxy=(891,1215,1515,1242)
vacancy-count: ০১ (এক)টি xyxy=(255,1468,351,1525)
job-notice xyxy=(56,840,1521,2337)
sms-1-example-label: Example : xyxy=(85,1932,133,1943)
signature-block xyxy=(1277,2139,1510,2271)
signatory-title: জেলা প্রশাসক xyxy=(1366,2209,1421,2220)
recovery-pin xyxy=(891,978,1515,1013)
